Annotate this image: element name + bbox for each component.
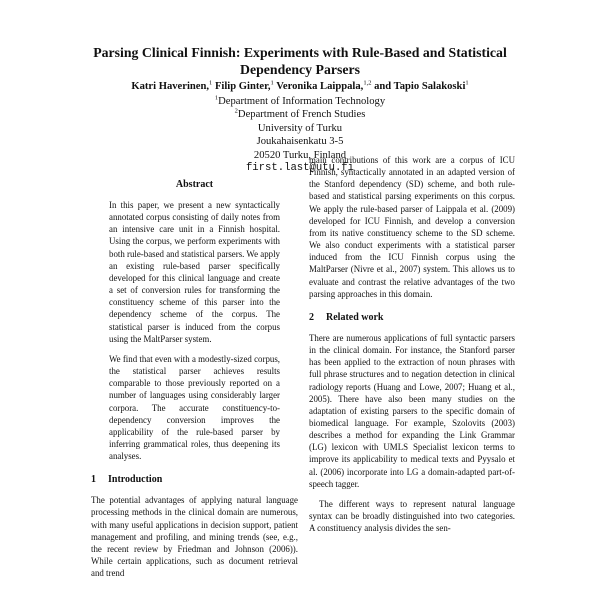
author-email: first.last@utu.fi — [245, 162, 355, 175]
abstract-paragraph-2: We find that even with a modestly-sized corpus, the statistical parser achieves results comparable to those previously reported on a number of languages using considerably larger corpora. The accurate constituency-to-dependency conversion improves the applicability of the rule-based parser by inferring grammatical roles, thus deepening its analyses. — [109, 353, 280, 462]
author-name: Veronika Laippala, — [276, 81, 364, 92]
address-line: Joukahaisenkatu 3-5 — [256, 136, 344, 148]
introduction-continuation: main contributions of this work are a corpus of ICU Finnish, syntactically annotated in an adapted version of the Stanford dependency (SD) scheme, and both rule-based and statistical parsing experiments on this corpus. We apply the rule-based parser of Laippala et al. (2009) developed for ICU Finnish, and develop a conversion from its native constituency scheme to the SD scheme. We also conduct experiments with a statistical parser induced from the ICU Finnish corpus using the MaltParser (Nivre et al., 2007) system. This allows us to evaluate and contrast the relative advantages of the two parsing approaches in this domain. — [309, 155, 515, 299]
author-name: Filip Ginter, — [214, 81, 271, 92]
section-heading-introduction: 1 Introduction — [91, 474, 163, 486]
section-heading-related-work: 2 Related work — [309, 311, 384, 323]
address-line: 20520 Turku, Finland — [253, 149, 347, 161]
address-line: University of Turku — [257, 122, 343, 134]
related-work-paragraph-1: There are numerous applications of full syntactic parsers in the clinical domain. For instance, the Stanford parser has been applied to the extraction of noun phrases with full phrase structures and to negation detection in clinical radiology reports (Huang and Lowe, 2007; Huang et al., 2005). There have also been many studies on the adaptation of existing parsers to the specific domain of biomedical language. For example, Szolovits (2003) describes a method for expanding the Link Grammar (LG) lexicon with UMLS Specialist lexicon terms to improve its applicability to medical texts and Pyysalo et al. (2006) incorporate into LG a domain-adapted part-of-speech tagger. — [309, 332, 515, 489]
author-affiliation-mark: 1 — [270, 79, 274, 87]
abstract-paragraph-1: In this paper, we present a new syntactically annotated corpus consisting of daily notes from an intensive care unit in a Finnish hospital. Using the corpus, we perform experiments with both rule-based and statistical parsers. We apply an existing rule-based parser specifically developed for this clinical language and create a set of conversion rules for transforming the constituency scheme of this parser into the dependency scheme of the corpus. The statistical parser is induced from the corpus using the MaltParser system. — [109, 200, 280, 344]
title-line-2: Dependency Parsers — [240, 62, 360, 77]
abstract-heading: Abstract — [175, 179, 214, 190]
author-name: and Tapio Salakoski — [374, 81, 466, 92]
left-column — [91, 179, 298, 587]
author-affiliation-mark: 1 — [209, 79, 213, 87]
affiliation-1: $^1$Department of Information Technology — [214, 94, 386, 107]
related-work-paragraph-2: The different ways to represent natural language syntax can be broadly distinguished into two categories. A constituency analysis divides the sen- — [309, 498, 515, 534]
author-affiliation-mark: 1 — [465, 79, 469, 87]
author-affiliation-mark: 1,2 — [363, 79, 372, 87]
author-name: Katri Haverinen, — [131, 81, 210, 92]
introduction-paragraph: The potential advantages of applying natural language processing methods in the clinical domain are numerous, with many useful applications in decision support, patient management and profiling, and mining trends (see, e.g., the recent review by Friedman and Johnson (2006)). While certain applications, such as document retrieval and trend — [91, 495, 298, 579]
affiliation-2: $^2$Department of French Studies — [234, 107, 366, 121]
abstract — [91, 179, 298, 462]
title-line-1: Parsing Clinical Finnish: Experiments with Rule-Based and Statistical — [93, 45, 507, 60]
author-list — [0, 80, 600, 94]
paper-title — [0, 44, 600, 78]
right-column — [309, 154, 515, 542]
